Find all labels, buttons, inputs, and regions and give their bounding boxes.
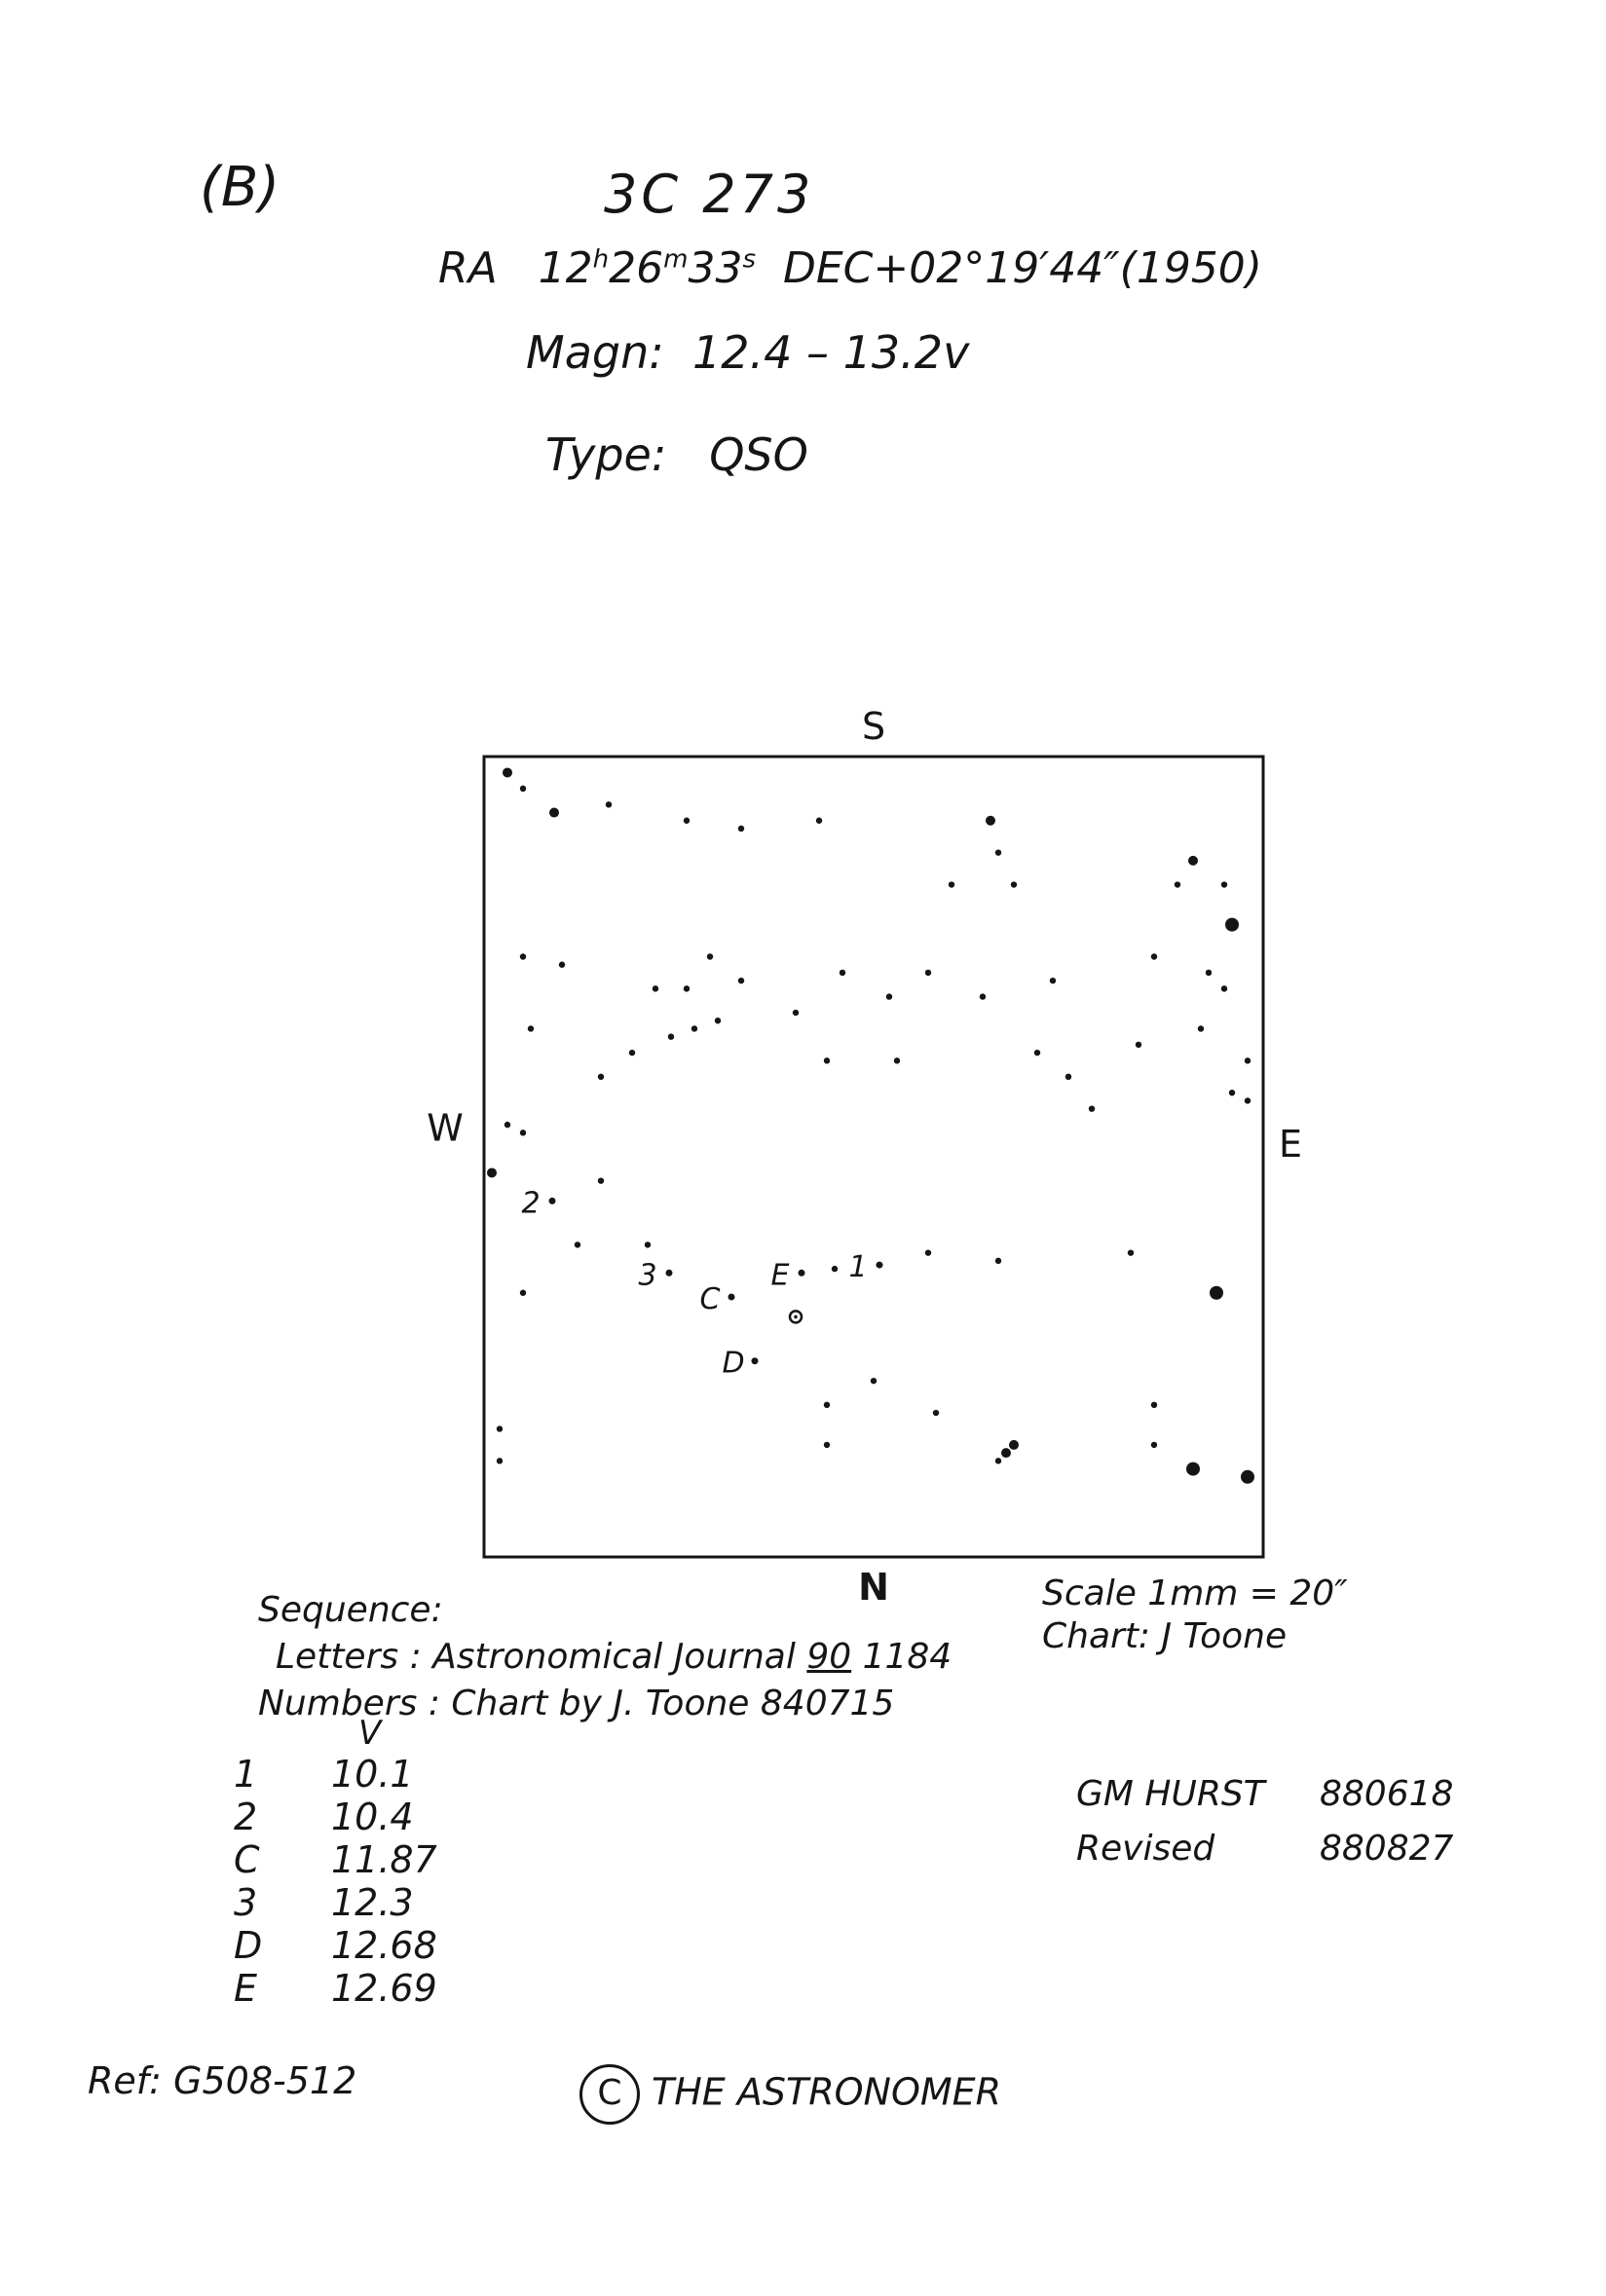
star-dot bbox=[1151, 953, 1157, 959]
star-dot bbox=[1225, 918, 1239, 932]
magn-value: 12.4 – 13.2v bbox=[691, 326, 970, 379]
direction-left: W bbox=[427, 1106, 464, 1150]
star-dot bbox=[1151, 1402, 1157, 1408]
comparison-star-dot bbox=[799, 1270, 805, 1277]
star-id: D bbox=[234, 1924, 263, 1967]
scale-text: Scale 1mm = 20″ bbox=[1042, 1574, 1348, 1613]
star-dot bbox=[824, 1442, 830, 1448]
star-dot bbox=[684, 818, 690, 824]
direction-right: E bbox=[1278, 1123, 1303, 1166]
star-dot bbox=[645, 1241, 651, 1247]
scale-block bbox=[1042, 1573, 1348, 1658]
object-name: 3C 273 bbox=[604, 164, 815, 225]
star-dot bbox=[528, 1025, 534, 1031]
revised-label: Revised bbox=[1076, 1829, 1215, 1869]
star-dot bbox=[487, 1167, 497, 1177]
revised-date: 880827 bbox=[1320, 1829, 1454, 1869]
chart-frame bbox=[484, 757, 1263, 1557]
star-dot bbox=[1065, 1074, 1071, 1080]
star-dot bbox=[949, 881, 954, 887]
sequence-block bbox=[258, 1587, 952, 1727]
comparison-stars bbox=[521, 1186, 882, 1380]
star-dot bbox=[559, 962, 565, 968]
star-dot bbox=[684, 985, 690, 991]
type-label: Type: bbox=[545, 428, 667, 481]
star-dot bbox=[668, 1034, 674, 1040]
direction-top: S bbox=[861, 705, 886, 748]
star-dot bbox=[520, 786, 526, 792]
ra-label: RA bbox=[438, 243, 498, 293]
star-dot bbox=[1221, 881, 1227, 887]
coordinates: RA 12$^h$26$^m$33$^s$ DEC+02°19′44″(1950) bbox=[438, 243, 1262, 293]
comparison-star-dot bbox=[728, 1293, 735, 1300]
comparison-star-dot bbox=[752, 1357, 759, 1364]
ra-minutes: 26 bbox=[609, 243, 664, 293]
star-dot bbox=[1089, 1105, 1095, 1111]
copyright-icon: C bbox=[579, 2064, 640, 2125]
declination: DEC+02°19′44″ bbox=[782, 243, 1120, 293]
star-dot bbox=[549, 808, 559, 818]
star-dot bbox=[497, 1426, 503, 1431]
star-dot bbox=[1050, 978, 1056, 983]
star-dot bbox=[598, 1074, 604, 1080]
comparison-star-label: 2 bbox=[521, 1186, 541, 1221]
comparison-star-label: C bbox=[699, 1281, 721, 1316]
reference: Ref: G508-512 bbox=[88, 2059, 357, 2102]
star-dot bbox=[1001, 1448, 1011, 1458]
star-dot bbox=[1241, 1470, 1254, 1484]
star-dot bbox=[1009, 1440, 1019, 1450]
observer-line bbox=[1076, 1767, 1453, 1822]
letters-page: 1184 bbox=[862, 1637, 952, 1677]
numbers-source: Chart by J. Toone 840715 bbox=[451, 1684, 895, 1723]
star-dot bbox=[503, 767, 512, 777]
star-id: 1 bbox=[234, 1753, 258, 1796]
observer-block bbox=[1076, 1767, 1453, 1876]
star-dot bbox=[520, 1290, 526, 1296]
star-dot bbox=[606, 801, 612, 807]
star-dot bbox=[1136, 1042, 1141, 1048]
star-dot bbox=[575, 1241, 580, 1247]
magn-label: Magn: bbox=[526, 326, 664, 379]
star-dot bbox=[793, 1010, 799, 1016]
star-dot bbox=[832, 1266, 838, 1272]
star-dot bbox=[691, 1025, 697, 1031]
table-row bbox=[234, 1796, 437, 1838]
star-field bbox=[487, 767, 1254, 1483]
chart-border bbox=[484, 757, 1263, 1557]
letters-line bbox=[258, 1634, 952, 1681]
star-mag: 11.87 bbox=[331, 1838, 437, 1881]
table-header-id bbox=[234, 1714, 331, 1753]
star-dot bbox=[1188, 856, 1198, 866]
star-dot bbox=[933, 1410, 939, 1416]
star-dot bbox=[1206, 970, 1212, 976]
sequence-heading: Sequence: bbox=[258, 1590, 443, 1630]
star-dot bbox=[840, 970, 845, 976]
ra-seconds: 33 bbox=[688, 243, 743, 293]
letters-label: Letters : bbox=[276, 1637, 422, 1677]
star-dot bbox=[1245, 1097, 1251, 1103]
star-dot bbox=[894, 1057, 900, 1063]
magnitude-table bbox=[234, 1714, 437, 2010]
letters-volume: 90 bbox=[806, 1637, 852, 1677]
comparison-star-dot bbox=[877, 1262, 883, 1269]
chart-label: (B) bbox=[200, 156, 280, 219]
table-row bbox=[234, 1967, 437, 2010]
type-value: QSO bbox=[709, 428, 808, 481]
star-dot bbox=[995, 849, 1001, 855]
star-dot bbox=[871, 1378, 877, 1384]
star-dot bbox=[715, 1018, 721, 1023]
table-row bbox=[234, 1753, 437, 1796]
copyright-text: THE ASTRONOMER bbox=[652, 2070, 1002, 2114]
epoch: (1950) bbox=[1119, 243, 1262, 293]
ra-hours: 12 bbox=[538, 243, 593, 293]
star-dot bbox=[738, 978, 744, 983]
star-dot bbox=[1198, 1025, 1204, 1031]
star-dot bbox=[1229, 1090, 1235, 1095]
table-row bbox=[234, 1838, 437, 1881]
star-id: E bbox=[234, 1967, 258, 2010]
star-dot bbox=[1011, 881, 1017, 887]
star-dot bbox=[1186, 1463, 1200, 1476]
star-dot bbox=[1221, 985, 1227, 991]
star-dot bbox=[980, 993, 986, 999]
revised-line bbox=[1076, 1822, 1453, 1876]
target-center bbox=[794, 1315, 798, 1319]
star-dot bbox=[995, 1458, 1001, 1463]
table-row bbox=[234, 1924, 437, 1967]
direction-bottom: N bbox=[858, 1566, 889, 1609]
star-dot bbox=[886, 993, 892, 999]
star-id: 3 bbox=[234, 1881, 258, 1924]
letters-source: Astronomical Journal bbox=[432, 1637, 796, 1677]
numbers-label: Numbers : bbox=[258, 1684, 440, 1723]
star-mag: 12.3 bbox=[331, 1881, 414, 1924]
comparison-star-label: E bbox=[770, 1258, 790, 1293]
star-dot bbox=[1175, 881, 1180, 887]
star-dot bbox=[824, 1402, 830, 1408]
comparison-star-dot bbox=[549, 1198, 556, 1204]
star-dot bbox=[629, 1050, 635, 1055]
star-dot bbox=[824, 1057, 830, 1063]
star-dot bbox=[520, 1129, 526, 1135]
star-dot bbox=[816, 818, 822, 824]
star-dot bbox=[707, 953, 713, 959]
star-dot bbox=[1034, 1050, 1040, 1055]
star-dot bbox=[653, 985, 658, 991]
star-mag: 10.1 bbox=[331, 1753, 414, 1796]
star-dot bbox=[1210, 1286, 1223, 1300]
table-header-v: V bbox=[358, 1714, 382, 1753]
star-dot bbox=[738, 826, 744, 832]
comparison-star-label: 3 bbox=[638, 1258, 657, 1293]
star-dot bbox=[497, 1458, 503, 1463]
comparison-star-label: 1 bbox=[848, 1250, 868, 1285]
star-dot bbox=[1128, 1249, 1134, 1255]
comparison-star-label: D bbox=[722, 1346, 745, 1381]
observer-date: 880618 bbox=[1320, 1774, 1454, 1814]
star-dot bbox=[598, 1177, 604, 1183]
star-dot bbox=[1151, 1442, 1157, 1448]
star-dot bbox=[925, 1249, 931, 1255]
star-dot bbox=[995, 1258, 1001, 1264]
star-dot bbox=[1245, 1057, 1251, 1063]
star-mag: 10.4 bbox=[331, 1796, 414, 1838]
star-dot bbox=[986, 816, 995, 826]
observer-name: GM HURST bbox=[1076, 1774, 1265, 1814]
star-dot bbox=[925, 970, 931, 976]
direction-labels bbox=[427, 705, 1302, 1609]
table-row bbox=[234, 1881, 437, 1924]
star-id: 2 bbox=[234, 1796, 258, 1838]
comparison-star-dot bbox=[666, 1270, 673, 1277]
table-header-row bbox=[234, 1714, 437, 1753]
star-dot bbox=[504, 1122, 510, 1128]
star-mag: 12.69 bbox=[331, 1967, 437, 2010]
copyright-notice bbox=[579, 2064, 1001, 2125]
chart-author: Chart: J Toone bbox=[1042, 1616, 1288, 1656]
star-id: C bbox=[234, 1838, 260, 1881]
star-dot bbox=[520, 953, 526, 959]
star-mag: 12.68 bbox=[331, 1924, 437, 1967]
